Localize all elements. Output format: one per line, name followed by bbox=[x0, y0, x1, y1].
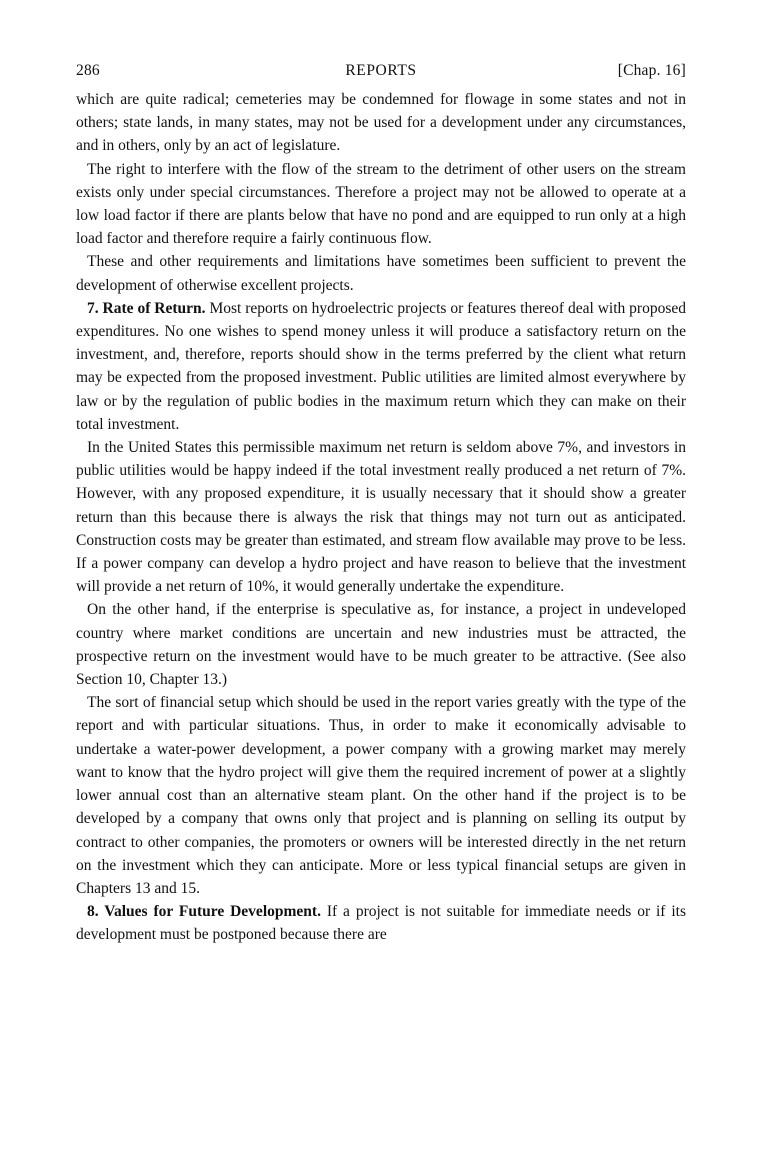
paragraph bbox=[76, 436, 686, 598]
paragraph bbox=[76, 158, 686, 251]
paragraph-text: On the other hand, if the enterprise is speculative as, for instance, a project in undeveloped country where market conditions are uncertain and new industries must be attracted, the prospective return on the investment would have to be much greater to be attractive. (See also Section 10, Chapter 13.) bbox=[76, 601, 686, 689]
paragraph bbox=[76, 691, 686, 900]
section-paragraph bbox=[76, 297, 686, 436]
paragraph-text: The right to interfere with the flow of the stream to the detriment of other users on the stream exists only under special circumstances. Therefore a project may not be allowed to operate at a low load factor if there are plants below that have no pond and are equipped to run only at a high load factor and therefore require a fairly continuous flow. bbox=[76, 160, 686, 248]
paragraph bbox=[76, 250, 686, 296]
section-paragraph bbox=[76, 900, 686, 946]
paragraph bbox=[76, 598, 686, 691]
paragraph-text: which are quite radical; cemeteries may be condemned for flowage in some states and not in others; state lands, in many states, may not be used for a development under any circumstances, and in others, only by an act of legislature. bbox=[76, 91, 686, 155]
chapter-reference: [Chap. 16] bbox=[617, 62, 686, 79]
paragraph-text: The sort of financial setup which should be used in the report varies greatly with the type of the report and with particular situations. Thus, in order to make it economically advisable to undertake a water-power development, a power company with a growing market may merely want to know that the hydro project will give them the required increment of power at a slightly lower annual cost than an alternative steam plant. On the other hand if the project is to be developed by a company that owns only that project and is planning on selling its output by contract to other companies, the promoters or owners will be interested directly in the net return on the investment which they can anticipate. More or less typical financial setups are given in Chapters 13 and 15. bbox=[76, 694, 686, 897]
running-title: REPORTS bbox=[345, 62, 417, 79]
book-page bbox=[76, 62, 686, 947]
paragraph-text: These and other requirements and limitations have sometimes been sufficient to prevent the development of otherwise excellent projects. bbox=[76, 253, 686, 294]
paragraph-text: If a project is not suitable for immediate needs or if its development must be postponed because there are bbox=[76, 903, 686, 944]
paragraph-text: Most reports on hydroelectric projects or features thereof deal with proposed expenditures. No one wishes to spend money unless it will produce a satisfactory return on the investment, and, therefore, reports should show in the terms preferred by the client what return may be expected from the proposed investment. Public utilities are limited almost everywhere by law or by the regulation of public bodies in the maximum return which they can make on their total investment. bbox=[76, 299, 686, 433]
paragraph-text: In the United States this permissible maximum net return is seldom above 7%, and investors in public utilities would be happy indeed if the total investment really produced a net return of 7%. However, with any proposed expenditure, it is usually necessary that it should show a greater return than this because there is always the risk that things may not turn out as anticipated. Construction costs may be greater than estimated, and stream flow available may prove to be less. If a power company can develop a hydro project and have reason to believe that the investment will provide a net return of 10%, it would generally undertake the expenditure. bbox=[76, 439, 686, 596]
page-header bbox=[76, 62, 686, 88]
body-text bbox=[76, 88, 686, 947]
paragraph bbox=[76, 88, 686, 158]
page-number: 286 bbox=[76, 62, 100, 79]
section-heading: 8. Values for Future Development. bbox=[87, 903, 321, 921]
section-heading: 7. Rate of Return. bbox=[87, 299, 206, 317]
